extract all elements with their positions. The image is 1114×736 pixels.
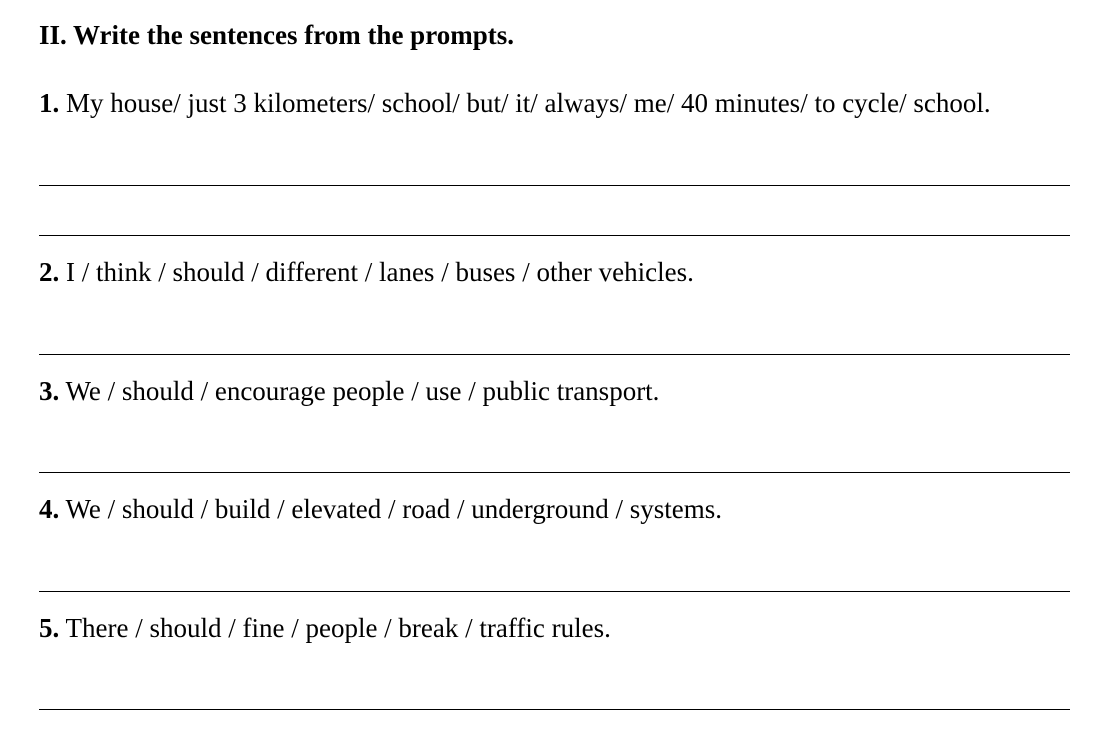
prompt-text: We / should / encourage people / use / public transport.: [59, 376, 660, 406]
answer-line[interactable]: [39, 591, 1070, 592]
prompt-text: There / should / fine / people / break / traffic rules.: [59, 613, 611, 643]
prompt-text: I / think / should / different / lanes / buses / other vehicles.: [59, 257, 694, 287]
answer-line[interactable]: [39, 354, 1070, 355]
prompt-number: 1.: [39, 88, 60, 118]
prompt-item-5: [39, 610, 611, 646]
section-heading: II. Write the sentences from the prompts.: [39, 20, 514, 50]
prompt-number: 5.: [39, 613, 60, 643]
answer-line[interactable]: [39, 709, 1070, 710]
prompt-item-3: [39, 373, 659, 409]
prompt-text: We / should / build / elevated / road / underground / systems.: [59, 494, 722, 524]
answer-line[interactable]: [39, 185, 1070, 186]
prompt-item-1: [39, 85, 991, 121]
prompt-number: 2.: [39, 257, 60, 287]
answer-line[interactable]: [39, 472, 1070, 473]
answer-line[interactable]: [39, 235, 1070, 236]
prompt-item-2: [39, 254, 694, 290]
prompt-number: 3.: [39, 376, 60, 406]
prompt-number: 4.: [39, 494, 60, 524]
prompt-text: My house/ just 3 kilometers/ school/ but/ it/ always/ me/ 40 minutes/ to cycle/ school.: [59, 88, 991, 118]
prompt-item-4: [39, 491, 722, 527]
